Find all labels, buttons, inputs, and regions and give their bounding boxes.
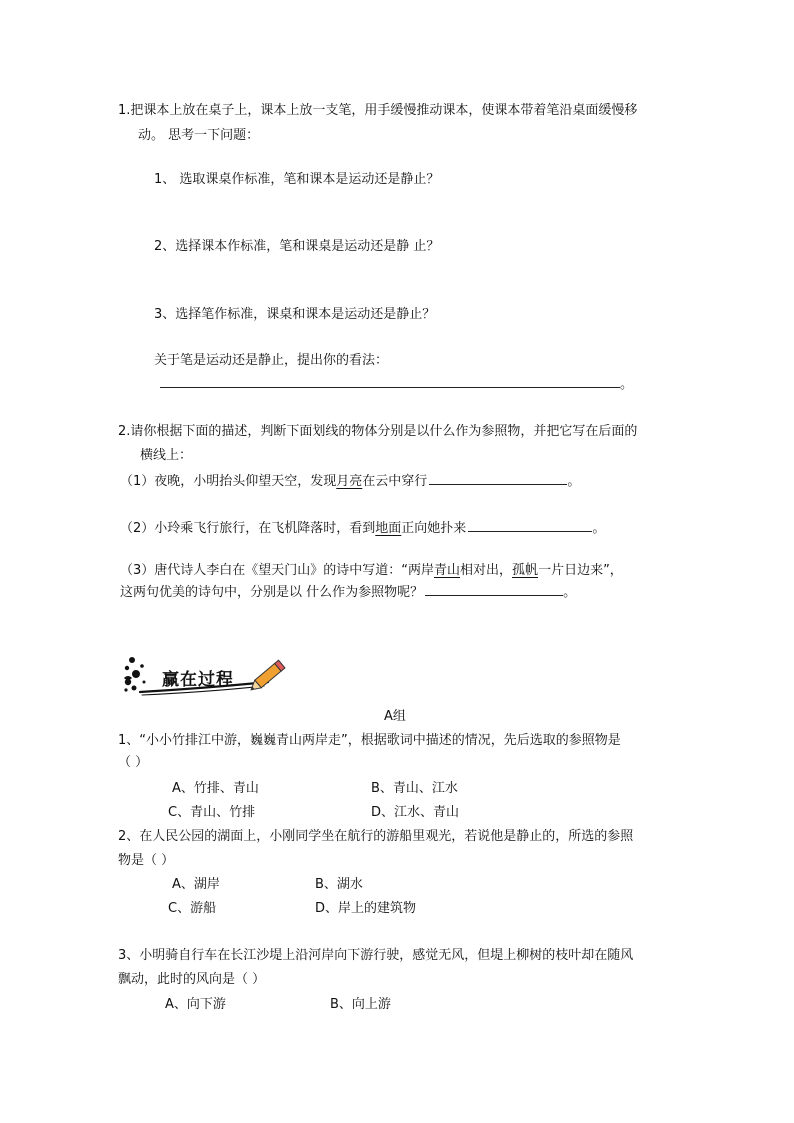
underlined-object: 孤帆 [512, 563, 539, 578]
s2-item-3 [120, 561, 623, 581]
banner-title: 赢在过程 [162, 670, 234, 690]
paint-splash-icon [124, 657, 146, 692]
item-text: （1）夜晚，小明抬头仰望天空，发现 [120, 474, 337, 489]
underlined-object: 月亮 [336, 474, 363, 489]
a-q1-option-a[interactable]: A、竹排、青山 [172, 781, 259, 796]
s2-item-3-line2 [120, 581, 576, 603]
item-text: 正向她扑来 [401, 521, 467, 536]
a-q2-option-b[interactable]: B、湖水 [315, 877, 363, 892]
period: 。 [567, 474, 581, 489]
s1-answer-line[interactable] [160, 373, 633, 395]
pencil-icon [248, 660, 285, 693]
underlined-object: 青山 [434, 563, 461, 578]
a-q1-line2: （ ） [118, 755, 149, 770]
s1-question-3: 3、选择笔作标准，课桌和课本是运动还是静止？ [154, 307, 436, 322]
item-text: 一片日边来”， [538, 563, 623, 578]
a-q1-option-c[interactable]: C、青山、竹排 [168, 805, 256, 820]
a-q3-option-b[interactable]: B、向上游 [330, 997, 391, 1012]
s1-question-1: 1、 选取课桌作标准，笔和课本是运动还是静止？ [154, 172, 440, 187]
underlined-object: 地面 [375, 521, 402, 536]
s2-item-1 [120, 470, 580, 492]
a-q3-line1: 3、小明骑自行车在长江沙堤上沿河岸向下游行驶，感觉无风，但堤上柳树的枝叶却在随风 [118, 948, 634, 963]
answer-blank[interactable] [429, 470, 567, 485]
answer-blank[interactable] [468, 517, 592, 532]
a-q1-option-d[interactable]: D、江水、青山 [371, 805, 460, 820]
item-text: 在云中穿行 [362, 474, 428, 489]
group-a-title: A组 [384, 709, 406, 724]
item-text: （2）小玲乘飞行旅行，在飞机降落时，看到 [120, 521, 376, 536]
a-q1-line1: 1、“小小竹排江中游，巍巍青山两岸走”，根据歌词中描述的情况，先后选取的参照物是 [118, 733, 621, 748]
a-q2-option-a[interactable]: A、湖岸 [172, 877, 220, 892]
s1-question-4: 关于笔是运动还是静止，提出你的看法： [154, 353, 389, 368]
period: 。 [592, 521, 606, 536]
answer-blank[interactable] [160, 373, 620, 388]
a-q2-option-d[interactable]: D、岸上的建筑物 [315, 901, 417, 916]
a-q1-option-b[interactable]: B、青山、江水 [371, 781, 458, 796]
a-q3-line2: 飘动，此时的风向是（ ） [118, 972, 266, 987]
item-text: 相对出， [460, 563, 513, 578]
answer-blank[interactable] [425, 581, 563, 596]
a-q2-line1: 2、在人民公园的湖面上，小刚同学坐在航行的游船里观光，若说他是静止的，所选的参照 [118, 829, 634, 844]
s1-intro-line1: 1.把课本上放在桌子上，课本上放一支笔，用手缓慢推动课本，使课本带着笔沿桌面缓慢移 [118, 103, 638, 118]
item-text: （3）唐代诗人李白在《望天门山》的诗中写道：“两岸 [120, 563, 435, 578]
s2-item-2 [120, 517, 605, 539]
a-q2-option-c[interactable]: C、游船 [168, 901, 217, 916]
period: 。 [620, 377, 634, 392]
a-q3-option-a[interactable]: A、向下游 [165, 997, 226, 1012]
a-q2-line2: 物是（ ） [118, 853, 175, 868]
s2-intro-line2: 横线上： [140, 448, 193, 463]
s2-intro-line1: 2.请你根据下面的描述，判断下面划线的物体分别是以什么作为参照物，并把它写在后面的 [118, 424, 638, 439]
period: 。 [563, 585, 577, 600]
s1-question-2: 2、选择课本作标准，笔和课桌是运动还是静 止？ [154, 239, 440, 254]
item-text: 这两句优美的诗句中，分别是以 什么作为参照物呢？ [120, 585, 424, 600]
s1-intro-line2: 动。 思考一下问题： [138, 128, 260, 143]
